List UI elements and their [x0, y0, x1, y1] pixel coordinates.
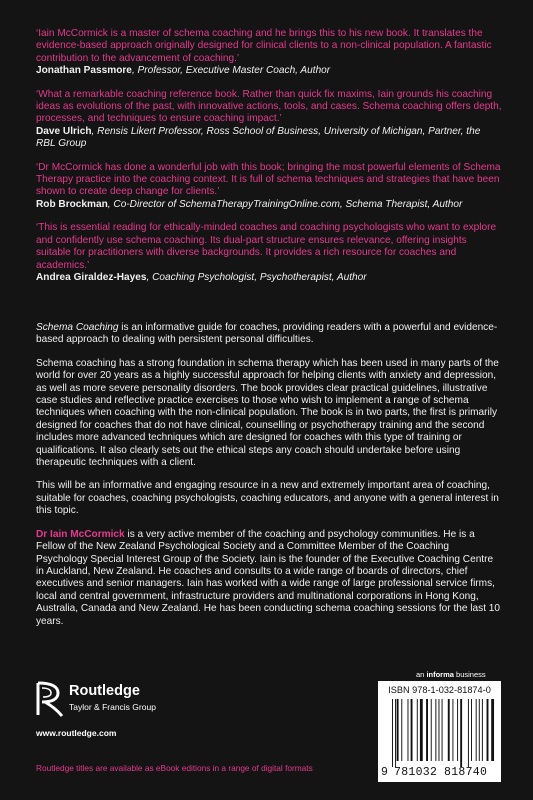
description-paragraph: This will be an informative and engaging resource in a new and extremely important area of coaching, suitable for coaches, coaching psychologists, coaching educators, and anyone with a general interest in this topic. — [36, 480, 499, 517]
endorsement — [36, 162, 502, 212]
endorsement-attribution — [36, 199, 502, 211]
author-bio — [36, 529, 502, 628]
endorsement — [36, 89, 502, 151]
endorsement — [36, 28, 502, 78]
endorser-name: Andrea Giraldez-Hayes — [36, 271, 147, 283]
author-name: Dr Iain McCormick — [36, 528, 125, 540]
book-title: Schema Coaching — [36, 322, 119, 333]
isbn-number: ISBN 978-1-032-81874-0 — [388, 685, 491, 695]
barcode-bar — [491, 699, 494, 761]
barcode-bar — [431, 699, 432, 761]
ebook-note: Routledge titles are available as eBook editions in a range of digital formats — [36, 763, 313, 773]
barcode-bar — [452, 699, 453, 761]
endorsement-text: ‘This is essential reading for ethically-minded coaches and coaching psychologists who want to explore and confidently use schema coaching. Its dual-part structure ensures relevance, offering insights suitable for practitioners with diverse backgrounds. It provides a rich resource for coaches and academics.’ — [36, 222, 497, 271]
barcode-icon — [382, 699, 497, 767]
endorsement-text: ‘What a remarkable coaching reference book. Rather than quick fix maxims, Iain grounds his coaching ideas as evolutions of the past, with innovative actions, tools, and cases. Schema coaching offers depth, processes, and techniques to ensure coaching impact.’ — [36, 88, 502, 125]
publisher-name: Routledge — [69, 683, 140, 699]
description-intro-text: is an informative guide for coaches, providing readers with a powerful and evidence-based approach to dealing with persistent personal difficulties. — [36, 322, 498, 346]
publisher-website: www.routledge.com — [36, 728, 117, 738]
barcode-bar — [457, 699, 458, 761]
isbn-barcode — [378, 681, 501, 782]
barcode-bar — [435, 699, 436, 761]
endorsement-attribution — [36, 272, 502, 284]
barcode-bar — [411, 699, 413, 761]
endorser-role: , Professor, Executive Master Coach, Author — [131, 65, 331, 77]
endorsement-attribution — [36, 65, 502, 77]
endorser-role: , Coaching Psychologist, Psychotherapist, Author — [146, 271, 367, 283]
author-bio-text: is a very active member of the coaching and psychology communities. He is a Fellow of the New Zealand Psychological Society and a Committee Member of the Coaching Psychology Special Interest Group of the Society. Iain is the founder of the Executive Coaching Centre in Auckland, New Zealand. He coaches and consults to a wide range of boards of directors, chief executives and senior managers. Iain has worked with a wide range of large professional service firms, local and central government, infrastructure providers and multinational corporations in Hong Kong, Australia, Canada and New Zealand. He has been conducting schema coaching sessions for the last 10 years. — [36, 528, 501, 627]
barcode-bar — [482, 699, 483, 761]
informa-tagline: an informa business — [416, 670, 486, 679]
endorser-name: Rob Brockman — [36, 198, 108, 210]
endorsement — [36, 222, 502, 284]
cover-footer — [0, 668, 533, 800]
barcode-bar — [426, 699, 428, 761]
barcode-bar — [442, 699, 443, 761]
barcode-bar — [420, 699, 423, 761]
barcode-bar — [468, 699, 469, 767]
barcode-bar — [395, 699, 396, 767]
ean-left-group: 781032 — [394, 766, 438, 779]
endorsements — [36, 28, 502, 295]
book-description — [36, 322, 502, 639]
barcode-bar — [460, 699, 462, 767]
ean-first-digit: 9 — [381, 766, 389, 779]
publisher-group: Taylor & Francis Group — [69, 702, 156, 712]
barcode-bar — [397, 699, 399, 761]
barcode-bar — [417, 699, 418, 761]
endorsement-text: ‘Dr McCormick has done a wonderful job with this book; bringing the most powerful elements of Schema Therapy practice into the coaching context. It is full of schema techniques and strategies that have been shown to create deep change for clients.’ — [36, 161, 501, 198]
endorsement-text: ‘Iain McCormick is a master of schema coaching and he brings this to his new book. It translates the evidence-based approach originally designed for clinical clients to a non-clinical population. A fantastic contribution to the advancement of coaching.’ — [36, 28, 492, 64]
barcode-bar — [479, 699, 480, 761]
barcode-bar — [487, 699, 489, 761]
endorser-name: Dave Ulrich — [36, 125, 92, 137]
endorser-name: Jonathan Passmore — [36, 65, 132, 77]
endorsement-attribution — [36, 126, 502, 151]
description-intro — [36, 322, 502, 347]
barcode-bar — [476, 699, 477, 761]
barcode-bar — [401, 699, 402, 761]
barcode-bar — [471, 699, 472, 761]
routledge-r-icon — [36, 680, 64, 718]
endorser-role: , Rensis Likert Professor, Ross School of Business, University of Michigan, Partner, the RBL Group — [36, 125, 481, 150]
ean-right-group: 818740 — [444, 766, 488, 779]
endorser-role: , Co-Director of SchemaTherapyTrainingOnline.com, Schema Therapist, Author — [107, 198, 463, 210]
publisher-logo — [36, 680, 156, 722]
barcode-bar — [392, 699, 393, 767]
barcode-bar — [408, 699, 409, 761]
informa-brand: informa — [426, 670, 454, 679]
barcode-bar — [439, 699, 440, 761]
barcode-bar — [448, 699, 450, 761]
description-paragraph: Schema coaching has a strong foundation in schema therapy which has been used in many parts of the world for over 20 years as a highly successful approach for helping clients with anxiety and depression, as well as more severe personality disorders. The book provides clear practical guidelines, illustrative case studies and reflective practice exercises to those who wish to implement a range of schema techniques when coaching with the non-clinical population. The book is in two parts, the first is primarily designed for coaches that do not have clinical, counselling or psychotherapy training and the second includes more advanced techniques which are designed for coaches with this type of training or qualifications. It also clearly sets out the ethical steps any coach should undertake before using therapeutic techniques with a client. — [36, 357, 499, 469]
